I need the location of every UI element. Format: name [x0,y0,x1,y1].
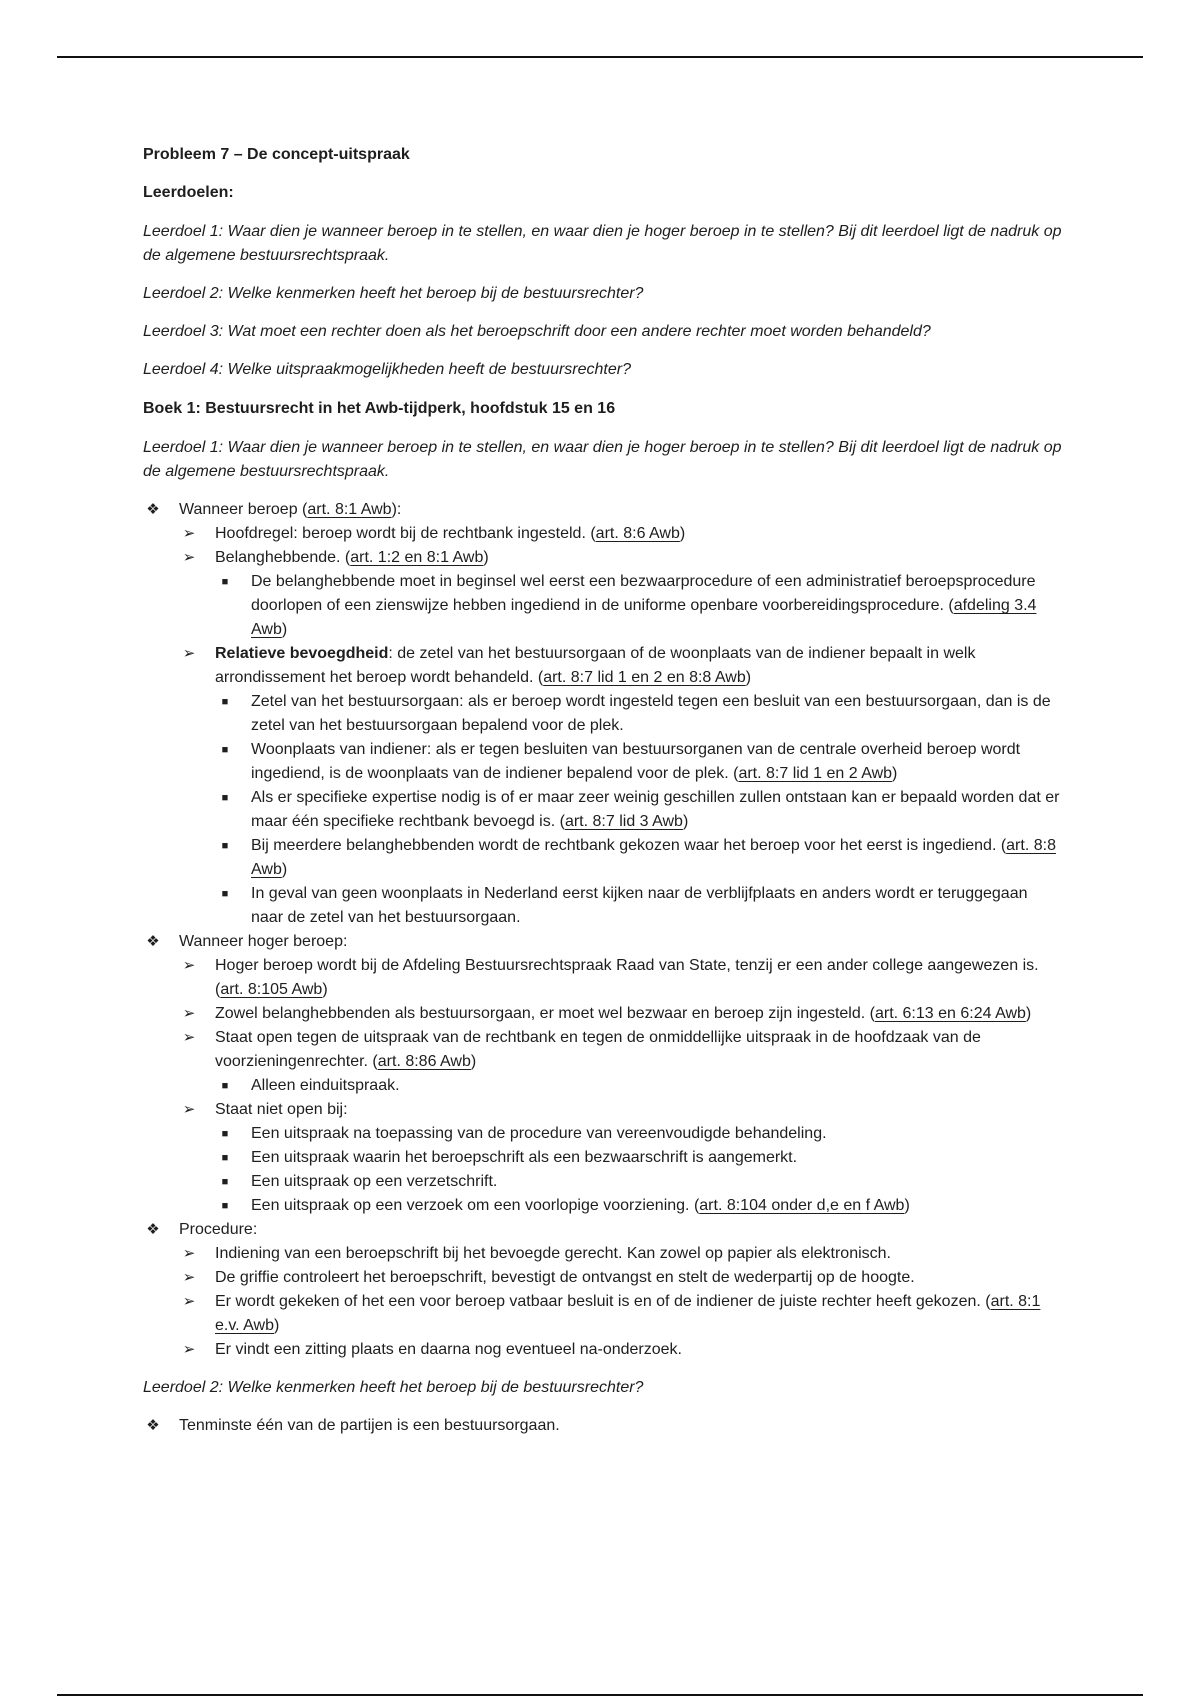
square-bullet-icon: ■ [221,792,229,804]
law-reference: art. 8:86 Awb [377,1053,471,1070]
square-bullet-icon: ■ [221,888,229,900]
top-rule [57,56,1143,58]
diamond-bullet-icon: ❖ [146,1221,160,1238]
book-heading: Boek 1: Bestuursrecht in het Awb-tijdperk, hoofdstuk 15 en 16 [143,400,616,417]
arrow-bullet-icon: ➢ [182,1005,196,1022]
law-reference: art. 8:7 lid 1 en 2 Awb [738,765,893,782]
list-item: ■ Een uitspraak na toepassing van de procedure van vereenvoudigde behandeling. [143,1122,1063,1146]
arrow-bullet-icon: ➢ [182,1101,196,1118]
arrow-bullet-icon: ➢ [182,1029,196,1046]
law-reference: art. 6:13 en 6:24 Awb [874,1005,1026,1022]
list-item: ➢ Hoger beroep wordt bij de Afdeling Bestuursrechtspraak Raad van State, tenzij er een ander college aangewezen is. (art. 8:105 Awb) [143,954,1063,1002]
law-reference: art. 8:8 Awb [251,837,1056,878]
square-bullet-icon: ■ [221,696,229,708]
list-item: ■ Een uitspraak waarin het beroepschrift als een bezwaarschrift is aangemerkt. [143,1146,1063,1170]
diamond-bullet-icon: ❖ [146,1417,160,1434]
document-body [143,142,1063,1438]
square-bullet-icon: ■ [221,1080,229,1092]
law-reference: art. 8:105 Awb [220,981,323,998]
bottom-rule [57,1694,1143,1696]
list-item: ➢ De griffie controleert het beroepschrift, bevestigt de ontvangst en stelt de wederpartij op de hoogte. [143,1266,1063,1290]
bullet-list [143,498,1063,1362]
list-item: ➢ Hoofdregel: beroep wordt bij de rechtbank ingesteld. (art. 8:6 Awb) [143,522,1063,546]
list-item: ■ Als er specifieke expertise nodig is of er maar zeer weinig geschillen zullen ontstaan kan er bepaald worden dat er maar één specifieke rechtbank bevoegd is. (art. 8:7 lid 3 Awb) [143,786,1063,834]
bullet-list-2 [143,1414,1063,1438]
square-bullet-icon: ■ [221,1128,229,1140]
leerdoelen-label: Leerdoelen: [143,184,234,201]
diamond-bullet-icon: ❖ [146,933,160,950]
list-item: ■ Een uitspraak op een verzetschrift. [143,1170,1063,1194]
law-reference: art. 8:104 onder d,e en f Awb [699,1197,905,1214]
law-reference: art. 8:1 e.v. Awb [215,1293,1041,1334]
list-item: ➢ Er vindt een zitting plaats en daarna nog eventueel na-onderzoek. [143,1338,1063,1362]
arrow-bullet-icon: ➢ [182,1293,196,1310]
leerdoel-4: Leerdoel 4: Welke uitspraakmogelijkheden heeft de bestuursrechter? [143,361,631,378]
law-reference: afdeling 3.4 Awb [251,597,1037,638]
leerdoel-2: Leerdoel 2: Welke kenmerken heeft het beroep bij de bestuursrechter? [143,285,644,302]
law-reference: art. 8:1 Awb [307,501,392,518]
square-bullet-icon: ■ [221,744,229,756]
square-bullet-icon: ■ [221,840,229,852]
diamond-bullet-icon: ❖ [146,501,160,518]
list-item: ❖ Procedure: [143,1218,1063,1242]
arrow-bullet-icon: ➢ [182,525,196,542]
list-item: ■ Een uitspraak op een verzoek om een voorlopige voorziening. (art. 8:104 onder d,e en f Awb) [143,1194,1063,1218]
list-item: ❖ Wanneer beroep (art. 8:1 Awb): [143,498,1063,522]
page-title: Probleem 7 – De concept-uitspraak [143,146,410,163]
list-item: ➢ Zowel belanghebbenden als bestuursorgaan, er moet wel bezwaar en beroep zijn ingesteld. (art. 6:13 en 6:24 Awb) [143,1002,1063,1026]
square-bullet-icon: ■ [221,1200,229,1212]
arrow-bullet-icon: ➢ [182,549,196,566]
list-item: ■ De belanghebbende moet in beginsel wel eerst een bezwaarprocedure of een administratief beroepsprocedure doorlopen of een zienswijze hebben ingediend in de uniforme openbare voorbereidingsprocedure. (afdeling 3.4 Awb) [143,570,1063,642]
list-item: ■ Zetel van het bestuursorgaan: als er beroep wordt ingesteld tegen een besluit van een bestuursorgaan, dan is de zetel van het bestuursorgaan bepalend voor de plek. [143,690,1063,738]
list-item: ➢ Relatieve bevoegdheid: de zetel van het bestuursorgaan of de woonplaats van de indiener bepaalt in welk arrondissement het beroep wordt behandeld. (art. 8:7 lid 1 en 2 en 8:8 Awb) [143,642,1063,690]
arrow-bullet-icon: ➢ [182,1269,196,1286]
list-item: ■ Alleen einduitspraak. [143,1074,1063,1098]
list-item: ■ Woonplaats van indiener: als er tegen besluiten van bestuursorganen van de centrale overheid beroep wordt ingediend, is de woonplaats van de indiener bepalend voor de plek. (art. 8:7 lid 1 en 2 Awb) [143,738,1063,786]
list-item: ➢ Belanghebbende. (art. 1:2 en 8:1 Awb) [143,546,1063,570]
law-reference: art. 8:7 lid 1 en 2 en 8:8 Awb [543,669,746,686]
list-item: ❖ Wanneer hoger beroep: [143,930,1063,954]
leerdoel-3: Leerdoel 3: Wat moet een rechter doen als het beroepschrift door een andere rechter moet worden behandeld? [143,323,931,340]
list-item: ➢ Staat open tegen de uitspraak van de rechtbank en tegen de onmiddellijke uitspraak in de hoofdzaak van de voorzieningenrechter. (art. 8:86 Awb) [143,1026,1063,1074]
square-bullet-icon: ■ [221,1176,229,1188]
list-item: ❖ Tenminste één van de partijen is een bestuursorgaan. [143,1414,1063,1438]
arrow-bullet-icon: ➢ [182,1245,196,1262]
list-item: ■ In geval van geen woonplaats in Nederland eerst kijken naar de verblijfplaats en anders wordt er teruggegaan naar de zetel van het bestuursorgaan. [143,882,1063,930]
list-item: ➢ Indiening van een beroepschrift bij het bevoegde gerecht. Kan zowel op papier als elektronisch. [143,1242,1063,1266]
arrow-bullet-icon: ➢ [182,1341,196,1358]
law-reference: art. 8:7 lid 3 Awb [564,813,683,830]
leerdoel-1: Leerdoel 1: Waar dien je wanneer beroep in te stellen, en waar dien je hoger beroep in te stellen? Bij dit leerdoel ligt de nadruk op de algemene bestuursrechtspraak. [143,223,1062,264]
list-item: ■ Bij meerdere belanghebbenden wordt de rechtbank gekozen waar het beroep voor het eerst is ingediend. (art. 8:8 Awb) [143,834,1063,882]
arrow-bullet-icon: ➢ [182,645,196,662]
arrow-bullet-icon: ➢ [182,957,196,974]
list-item: ➢ Staat niet open bij: [143,1098,1063,1122]
leerdoel-1-repeat: Leerdoel 1: Waar dien je wanneer beroep in te stellen, en waar dien je hoger beroep in te stellen? Bij dit leerdoel ligt de nadruk op de algemene bestuursrechtspraak. [143,439,1062,480]
leerdoel-2-repeat: Leerdoel 2: Welke kenmerken heeft het beroep bij de bestuursrechter? [143,1379,644,1396]
law-reference: art. 1:2 en 8:1 Awb [350,549,484,566]
square-bullet-icon: ■ [221,1152,229,1164]
law-reference: art. 8:6 Awb [595,525,680,542]
square-bullet-icon: ■ [221,576,229,588]
list-item: ➢ Er wordt gekeken of het een voor beroep vatbaar besluit is en of de indiener de juiste rechter heeft gekozen. (art. 8:1 e.v. Awb) [143,1290,1063,1338]
